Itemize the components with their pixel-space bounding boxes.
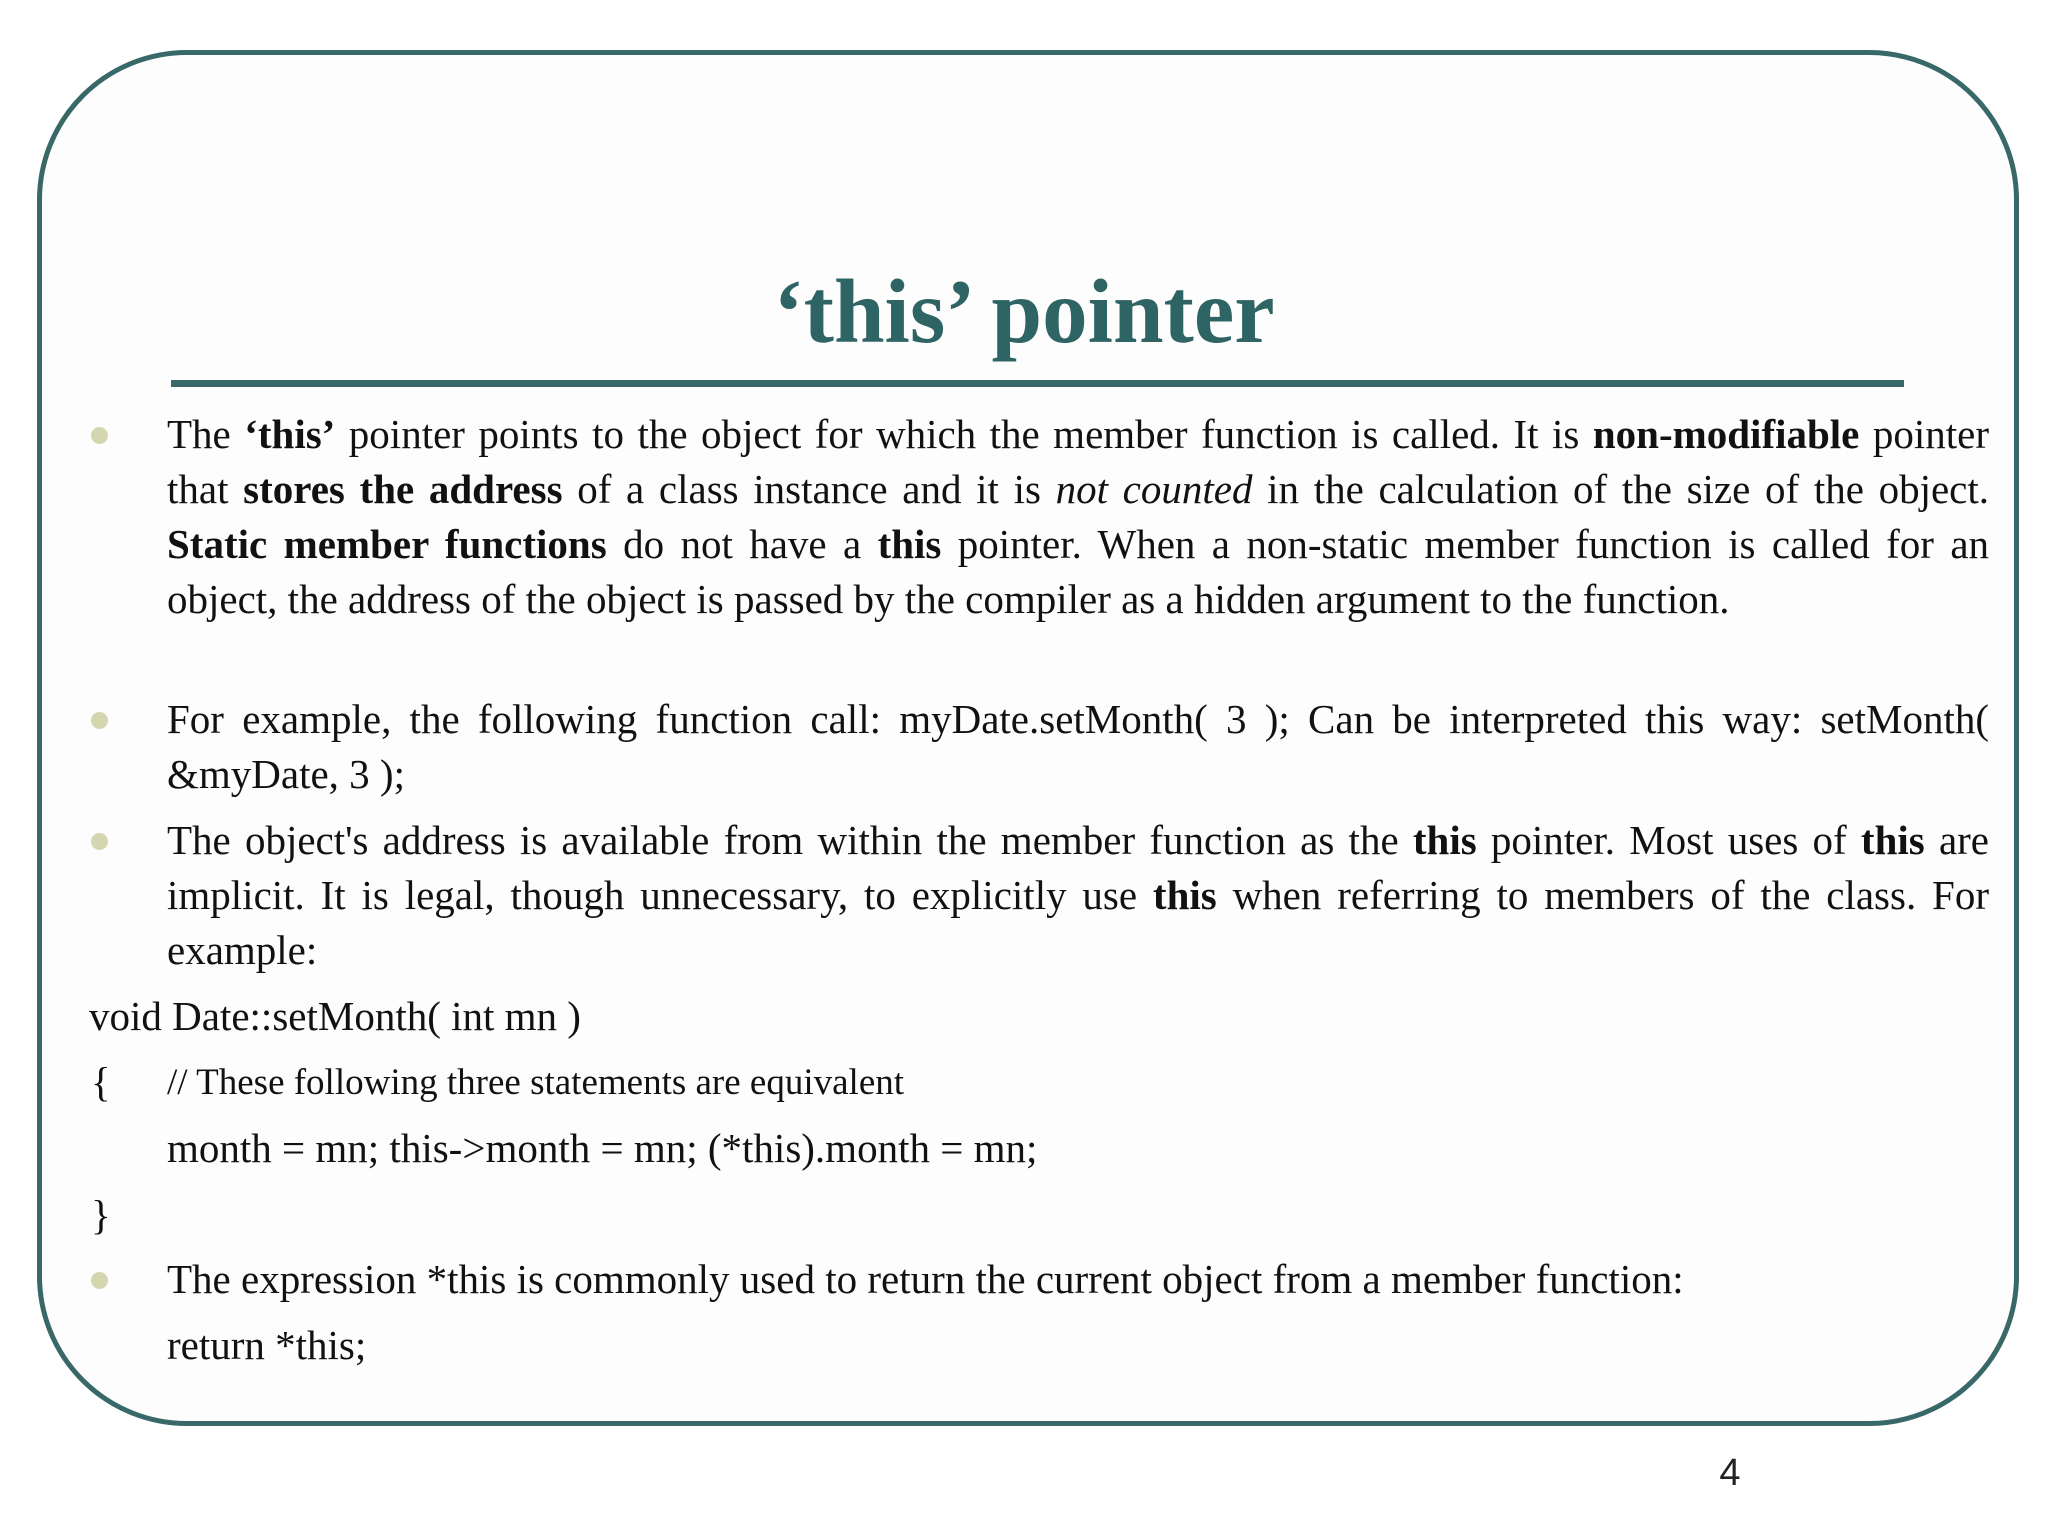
page-number: 4	[1719, 1452, 1741, 1494]
slide-title: ‘this’ pointer	[773, 261, 1275, 362]
code-return-statement: return *this;	[167, 1322, 367, 1368]
code-signature: void Date::setMonth( int mn )	[89, 993, 581, 1039]
code-close-brace: }	[91, 1192, 111, 1238]
code-comment: // These following three statements are equivalent	[167, 1062, 905, 1103]
bullet-paragraph-2: For example, the following function call: myDate.setMonth( 3 ); Can be interpreted this way: setMonth( &myDate, 3 );	[167, 696, 1989, 797]
bullet-marker-icon	[91, 427, 108, 444]
bullet-marker-icon	[91, 833, 108, 850]
code-statements: month = mn; this->month = mn; (*this).month = mn;	[167, 1125, 1038, 1171]
title-underline	[171, 380, 1904, 387]
bullet-paragraph-1: The ‘this’ pointer points to the object for which the member function is called. It is non-modifiable pointer that stores the address of a class instance and it is not counted in the calculation of the size of the object. Static member functions do not have a this pointer. When a non-static member function is called for an object, the address of the object is passed by the compiler as a hidden argument to the function.	[167, 411, 1990, 622]
bullet-marker-icon	[91, 712, 108, 729]
bullet-paragraph-4: The expression *this is commonly used to return the current object from a member function:	[167, 1256, 1684, 1302]
code-open-brace: {	[91, 1059, 111, 1105]
bullet-paragraph-3: The object's address is available from within the member function as the this pointer. Most uses of this are implicit. It is legal, though unnecessary, to explicitly use this when referring to members of the class. For example:	[167, 817, 1989, 973]
bullet-marker-icon	[91, 1272, 108, 1289]
